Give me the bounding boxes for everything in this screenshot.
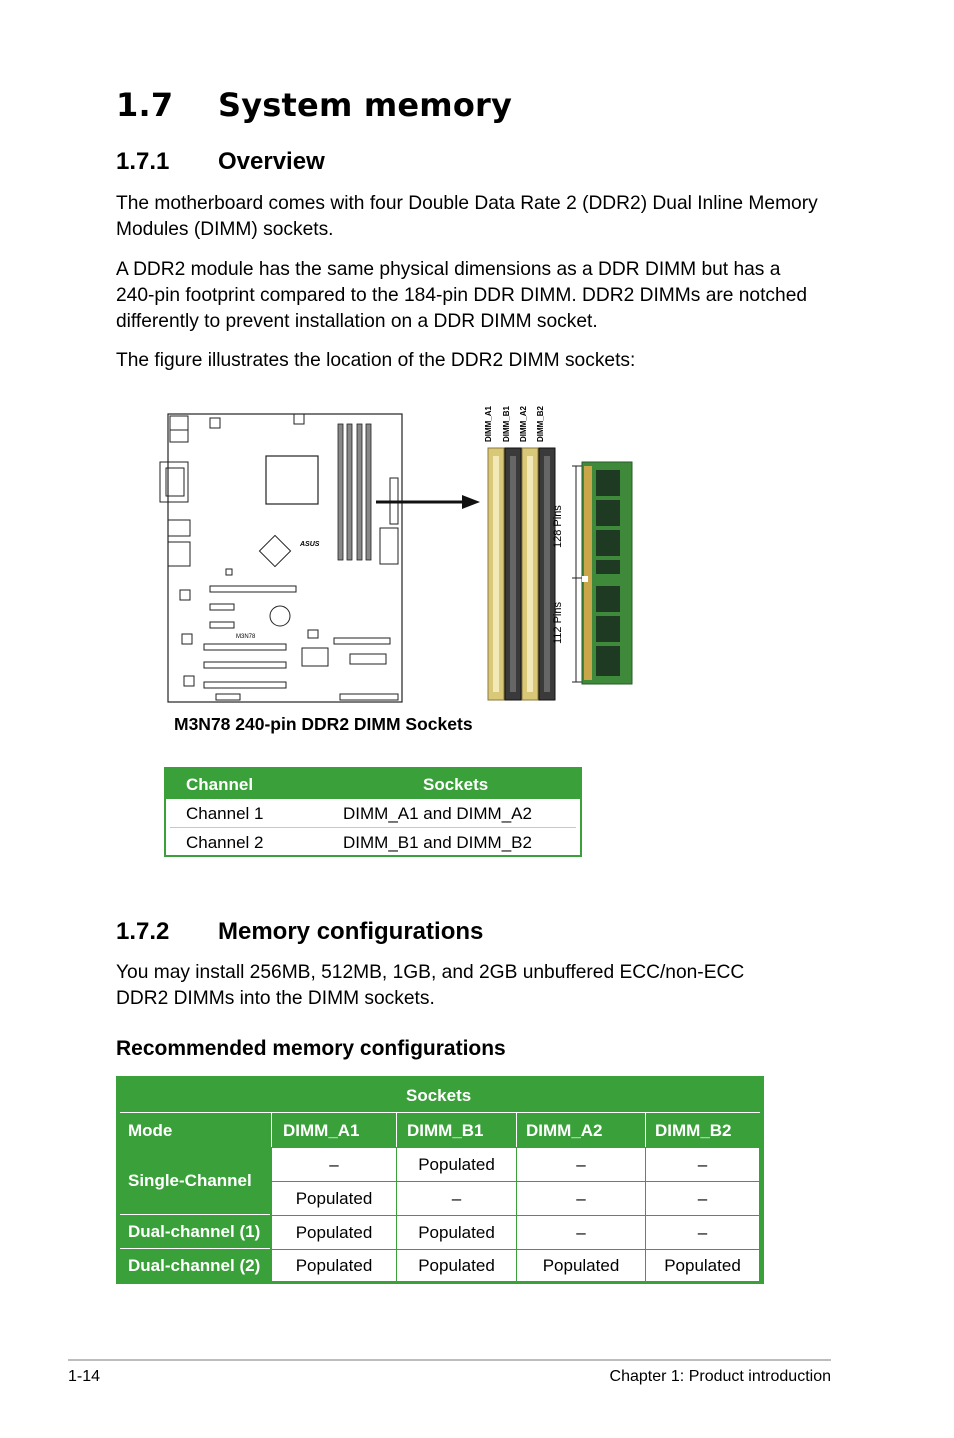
table-cell: DIMM_B1 and DIMM_B2	[343, 833, 532, 852]
mode-divider	[120, 1214, 270, 1215]
column-header-mode: Mode	[128, 1121, 173, 1140]
text-line: DDR2 DIMMs into the DIMM sockets.	[116, 988, 435, 1009]
text-line: 240-pin footprint compared to the 184-pin DDR DIMM. DDR2 DIMMs are notched	[116, 285, 808, 306]
group-header-sockets: Sockets	[406, 1086, 472, 1105]
table-cell: Channel 2	[186, 833, 264, 852]
text-line: differently to prevent installation on a DDR DIMM socket.	[116, 311, 598, 332]
mode-single-channel: Single-Channel	[128, 1171, 252, 1190]
dimm-label-b2: DIMM_B2	[536, 405, 545, 442]
dimm-slot-a2	[522, 448, 538, 700]
pins-128-label: 128 Pins	[552, 505, 564, 548]
section-number: 1.7	[116, 86, 174, 124]
table-cell: Populated	[397, 1216, 516, 1249]
table-cell: Populated	[272, 1216, 396, 1249]
table-cell: –	[517, 1182, 645, 1215]
row-divider	[170, 827, 576, 828]
table-cell: Populated	[272, 1182, 396, 1215]
section-title-text: System memory	[218, 86, 513, 124]
table-cell: –	[646, 1216, 759, 1249]
pins-112-label: 112 Pins	[552, 602, 564, 644]
board-dimm-slot	[338, 424, 343, 560]
dimm-slot-b1	[505, 448, 521, 700]
table-cell: Channel 1	[186, 804, 264, 823]
board-dimm-slot	[347, 424, 352, 560]
chapter-title: Chapter 1: Product introduction	[609, 1368, 831, 1385]
overview-paragraph-1	[116, 191, 836, 243]
table-cell: Populated	[517, 1250, 645, 1281]
config-table	[116, 1076, 764, 1284]
header-col-divider	[271, 1113, 272, 1147]
figure-caption: M3N78 240-pin DDR2 DIMM Sockets	[174, 714, 473, 734]
overview-heading	[116, 148, 325, 176]
board-dimm-slot	[357, 424, 362, 560]
text-line: You may install 256MB, 512MB, 1GB, and 2GB unbuffered ECC/non-ECC	[116, 962, 745, 983]
text-line: A DDR2 module has the same physical dimensions as a DDR DIMM but has a	[116, 259, 781, 280]
table-cell: –	[646, 1182, 759, 1215]
memory-module	[582, 462, 632, 684]
dimm-label-a1: DIMM_A1	[484, 405, 493, 442]
channel-table	[164, 767, 582, 857]
table-cell: –	[397, 1182, 516, 1215]
header-col-divider	[516, 1113, 517, 1147]
recommended-heading: Recommended memory configurations	[116, 1037, 506, 1060]
column-header-sockets: Sockets	[423, 775, 489, 794]
mode-dual-channel-1: Dual-channel (1)	[128, 1222, 261, 1241]
table-cell: –	[272, 1148, 396, 1181]
dimm-figure	[156, 396, 646, 706]
page-number: 1-14	[68, 1368, 101, 1385]
text-line: Modules (DIMM) sockets.	[116, 219, 334, 240]
footer-divider	[68, 1359, 831, 1361]
header-divider	[120, 1112, 760, 1113]
mode-dual-channel-2: Dual-channel (2)	[128, 1256, 261, 1275]
pointer-arrow-head	[462, 495, 480, 509]
memconfig-heading	[116, 918, 483, 946]
column-header-dimm-b2: DIMM_B2	[655, 1121, 732, 1140]
dimm-label-b1: DIMM_B1	[502, 405, 511, 442]
overview-paragraph-3: The figure illustrates the location of the DDR2 DIMM sockets:	[116, 350, 636, 371]
dimm-slot-b2	[539, 448, 555, 700]
overview-paragraph-2	[116, 257, 836, 335]
table-cell: Populated	[397, 1148, 516, 1181]
section-title	[116, 86, 512, 124]
column-header-dimm-a1: DIMM_A1	[283, 1121, 360, 1140]
overview-title: Overview	[218, 148, 325, 175]
table-cell: –	[517, 1216, 645, 1249]
dimm-label-a2: DIMM_A2	[519, 405, 528, 442]
board-model-label: M3N78	[236, 634, 256, 640]
overview-number: 1.7.1	[116, 148, 170, 175]
column-header-dimm-a2: DIMM_A2	[526, 1121, 603, 1140]
memconfig-paragraph	[116, 960, 836, 1012]
table-cell: Populated	[272, 1250, 396, 1281]
table-cell: Populated	[646, 1250, 759, 1281]
table-cell: Populated	[397, 1250, 516, 1281]
column-header-channel: Channel	[186, 775, 254, 794]
table-cell: DIMM_A1 and DIMM_A2	[343, 804, 532, 823]
column-header-dimm-b1: DIMM_B1	[407, 1121, 484, 1140]
text-line: The motherboard comes with four Double Data Rate 2 (DDR2) Dual Inline Memory	[116, 193, 818, 214]
channel-table-header	[166, 769, 580, 799]
table-cell: –	[517, 1148, 645, 1181]
board-dimm-slot	[366, 424, 371, 560]
dimm-slot-a1	[488, 448, 504, 700]
memconfig-number: 1.7.2	[116, 918, 170, 945]
header-col-divider	[645, 1113, 646, 1147]
header-col-divider	[396, 1113, 397, 1147]
memconfig-title: Memory configurations	[218, 918, 484, 945]
table-cell: –	[646, 1148, 759, 1181]
mode-divider	[120, 1248, 270, 1249]
brand-logo: ASUS	[300, 541, 320, 548]
